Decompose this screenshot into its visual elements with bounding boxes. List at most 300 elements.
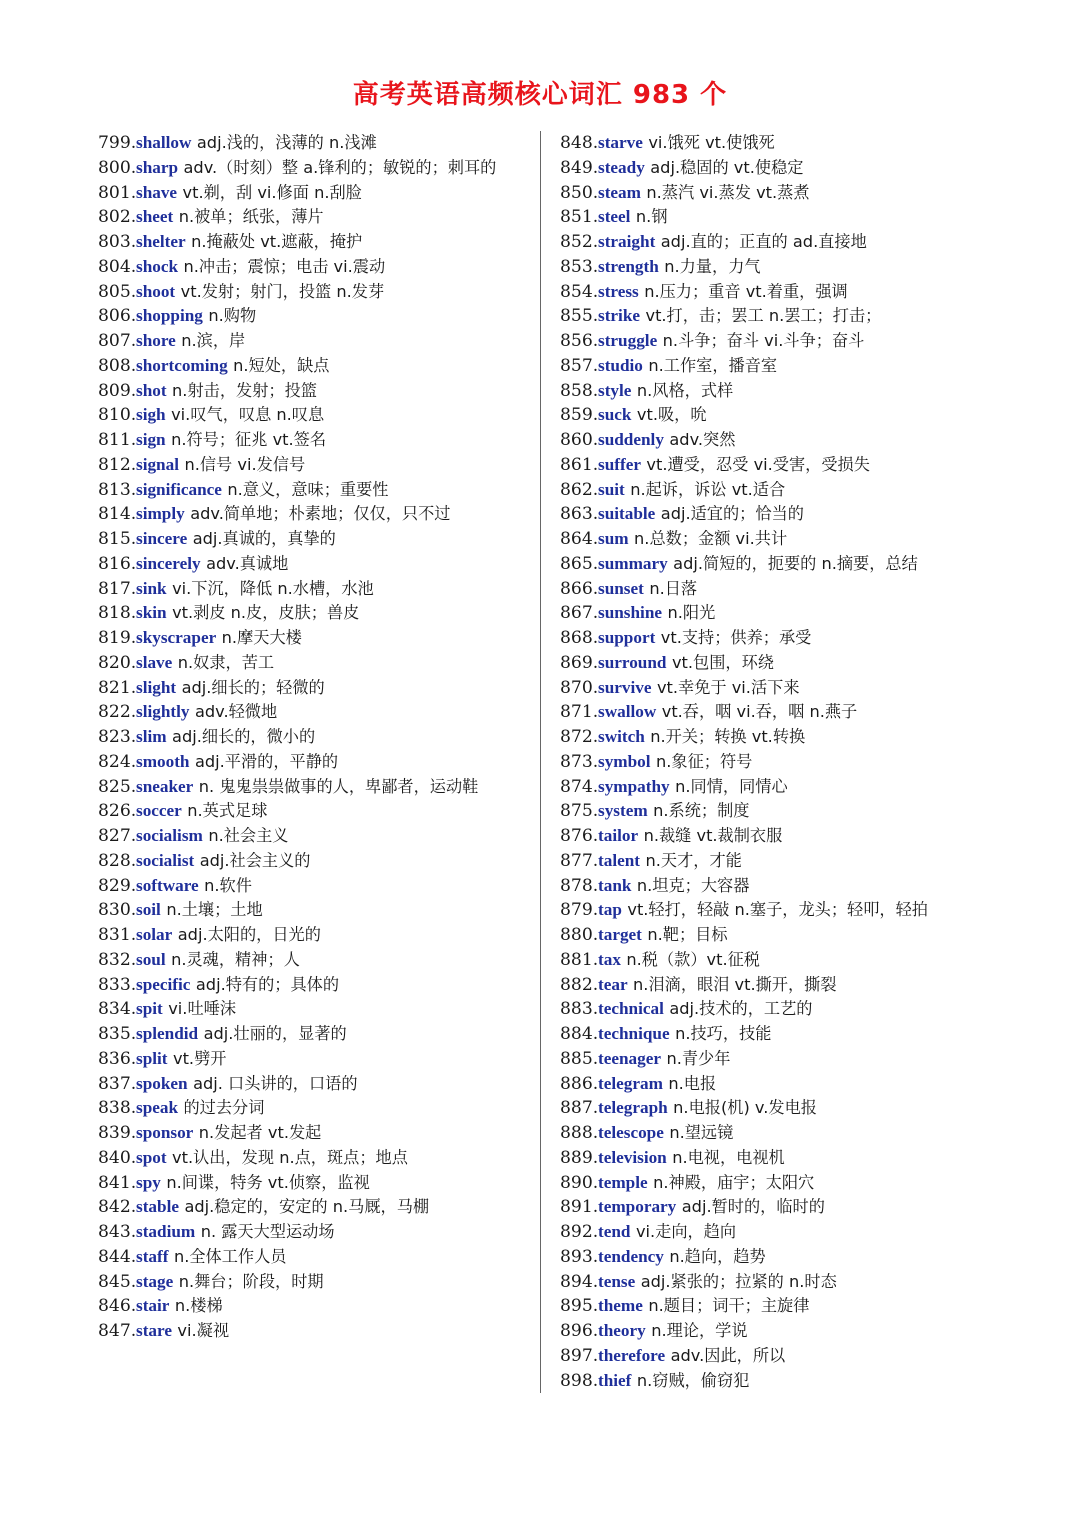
entry-number: 896.	[560, 1321, 599, 1341]
entry-meaning: n.射击，发射；投篮	[172, 380, 317, 400]
entry-number: 894.	[560, 1271, 599, 1292]
entry-meaning: vi.凝视	[177, 1321, 230, 1340]
entry-meaning: n.题目；词干；主旋律	[648, 1296, 810, 1316]
entry-number: 820.	[98, 652, 137, 673]
entry-word: suffer	[598, 454, 641, 474]
entry-word: technical	[598, 999, 664, 1019]
vocab-entry	[98, 156, 530, 181]
entry-word: talent	[598, 850, 641, 870]
entry-word: socialism	[136, 826, 203, 845]
entry-word: television	[598, 1147, 667, 1167]
entry-meaning: n.技巧，技能	[675, 1024, 772, 1043]
vocab-entry	[98, 1270, 530, 1295]
entry-meaning: vi.下沉，降低 n.水槽，水池	[172, 578, 374, 598]
entry-word: shelter	[136, 232, 186, 251]
entry-word: stadium	[136, 1222, 196, 1241]
entry-word: soul	[136, 949, 166, 969]
entry-word: suck	[598, 405, 632, 425]
entry-meaning: adj.细长的，微小的	[172, 727, 316, 746]
entry-word: signal	[136, 454, 179, 474]
entry-meaning: adj.适宜的；恰当的	[660, 504, 804, 524]
entry-number: 846.	[98, 1296, 137, 1317]
entry-meaning: n.灵魂，精神；人	[171, 949, 300, 969]
vocab-entry	[560, 923, 1000, 948]
entry-number: 847.	[98, 1321, 137, 1341]
entry-meaning: n.望远镜	[669, 1123, 734, 1142]
entry-number: 885.	[560, 1048, 599, 1069]
column-divider	[540, 131, 541, 1393]
entry-word: soccer	[136, 801, 182, 821]
entry-number: 844.	[98, 1246, 137, 1267]
entry-number: 827.	[98, 826, 137, 846]
vocab-entry	[560, 1245, 1000, 1270]
entry-meaning: n.风格，式样	[636, 380, 734, 400]
vocab-entry	[560, 700, 1000, 725]
entry-meaning: vt.包围，环绕	[671, 652, 774, 672]
entry-meaning: vt.认出，发现 n.点，斑点；地点	[172, 1147, 408, 1167]
vocab-entry	[560, 1121, 1000, 1146]
entry-word: shore	[136, 331, 176, 350]
entry-number: 873.	[560, 751, 599, 772]
vocab-entry	[560, 1220, 1000, 1245]
entry-number: 866.	[560, 578, 599, 599]
vocab-entry	[98, 1319, 530, 1344]
entry-meaning: n.舞台；阶段，时期	[178, 1271, 324, 1291]
vocab-entry	[98, 403, 530, 428]
entry-number: 879.	[560, 900, 599, 921]
entry-word: suitable	[598, 504, 656, 524]
entry-meaning: n.压力；重音 vt.着重，强调	[644, 281, 848, 301]
entry-number: 859.	[560, 405, 599, 426]
entry-meaning: n.象征；符号	[656, 751, 753, 771]
entry-word: steam	[598, 182, 641, 202]
entry-meaning: adj.暂时的，临时的	[681, 1197, 825, 1217]
entry-word: steady	[598, 157, 645, 177]
entry-meaning: n.掩蔽处 vt.遮蔽，掩护	[191, 232, 363, 251]
entry-word: stare	[136, 1321, 172, 1340]
vocab-entry	[98, 478, 530, 503]
entry-meaning: n.钢	[635, 207, 668, 227]
entry-word: stress	[598, 281, 639, 301]
entry-number: 861.	[560, 454, 599, 475]
vocab-entry	[98, 354, 530, 379]
entry-meaning: n.土壤；土地	[166, 900, 263, 920]
entry-meaning: n. 露天大型运动场	[200, 1222, 335, 1241]
vocab-entry	[98, 205, 530, 230]
entry-meaning: n.神殿，庙宇；太阳穴	[653, 1172, 815, 1192]
vocab-entry	[98, 1245, 530, 1270]
entry-meaning: n.社会主义	[208, 826, 289, 845]
entry-meaning: n.意义，意味；重要性	[227, 479, 389, 499]
entry-meaning: vt.吞，咽 vi.吞，咽 n.燕子	[661, 702, 858, 722]
entry-meaning: n.信号 vi.发信号	[184, 454, 306, 474]
entry-word: tap	[598, 900, 622, 920]
vocab-entry	[98, 775, 530, 800]
entry-meaning: n.冲击；震惊；电击 vi.震动	[183, 256, 386, 276]
entry-meaning: adj.稳定的，安定的 n.马厩，马棚	[184, 1197, 430, 1217]
vocab-entry	[98, 181, 530, 206]
entry-word: spoken	[136, 1073, 188, 1093]
entry-number: 812.	[98, 454, 137, 475]
entry-word: technique	[598, 1024, 670, 1043]
page-title: 高考英语高频核心词汇 983 个	[352, 80, 728, 110]
entry-number: 807.	[98, 331, 137, 351]
entry-number: 851.	[560, 207, 599, 228]
vocab-entry	[98, 923, 530, 948]
vocab-entry	[98, 577, 530, 602]
entry-word: sharp	[136, 157, 179, 177]
vocab-entry	[560, 1270, 1000, 1295]
entry-word: simply	[136, 504, 185, 524]
vocab-entry	[560, 973, 1000, 998]
entry-number: 840.	[98, 1147, 137, 1168]
entry-word: straight	[598, 232, 656, 251]
entry-number: 818.	[98, 603, 137, 624]
entry-meaning: n.短处，缺点	[233, 355, 330, 375]
vocab-entry	[560, 527, 1000, 552]
entry-meaning: n. 鬼鬼祟祟做事的人，卑鄙者，运动鞋	[198, 776, 479, 796]
entry-word: sink	[136, 578, 167, 598]
entry-word: suddenly	[598, 430, 664, 449]
vocab-entry	[560, 403, 1000, 428]
entry-meaning: vi.叹气，叹息 n.叹息	[171, 405, 325, 425]
vocab-entry	[98, 304, 530, 329]
vocab-entry	[98, 329, 530, 354]
entry-meaning: n.泪滴，眼泪 vt.撕开，撕裂	[633, 974, 837, 994]
entry-word: thief	[598, 1370, 632, 1390]
entry-word: support	[598, 628, 656, 647]
entry-word: starve	[598, 133, 643, 152]
entry-word: staff	[136, 1246, 169, 1266]
entry-meaning: vi.饿死 vt.使饿死	[648, 133, 775, 152]
entry-word: swallow	[598, 702, 657, 722]
entry-number: 848.	[560, 133, 599, 153]
entry-number: 835.	[98, 1024, 137, 1044]
vocab-entry	[560, 230, 1000, 255]
vocab-entry	[560, 205, 1000, 230]
entry-word: therefore	[598, 1345, 666, 1365]
entry-word: tank	[598, 875, 632, 895]
entry-meaning: n.力量，力气	[664, 256, 761, 276]
entry-word: telegraph	[598, 1098, 668, 1118]
entry-word: slave	[136, 652, 173, 672]
vocab-entry	[98, 799, 530, 824]
entry-word: software	[136, 875, 199, 895]
vocab-entry	[560, 898, 1000, 923]
entry-number: 816.	[98, 553, 137, 574]
entry-meaning: n.同情，同情心	[675, 776, 788, 796]
entry-meaning: n.电报	[668, 1073, 717, 1093]
entry-number: 822.	[98, 702, 137, 723]
entry-word: tear	[598, 974, 628, 994]
entry-meaning: vt.打，击；罢工 n.罢工；打击；	[645, 306, 882, 326]
entry-number: 877.	[560, 850, 599, 871]
entry-number: 809.	[98, 380, 137, 401]
vocab-entry	[98, 725, 530, 750]
entry-meaning: adj.太阳的，日光的	[177, 925, 321, 944]
entry-word: temple	[598, 1172, 648, 1192]
entry-number: 804.	[98, 256, 137, 277]
entry-meaning: n.英式足球	[187, 801, 268, 821]
vocab-entry	[98, 527, 530, 552]
entry-meaning: adv.因此，所以	[670, 1345, 786, 1365]
entry-number: 875.	[560, 801, 599, 822]
entry-number: 834.	[98, 999, 137, 1020]
entry-word: telescope	[598, 1123, 664, 1142]
entry-word: speak	[136, 1098, 179, 1118]
entry-word: sunset	[598, 578, 644, 598]
entry-meaning: n.间谍，特务 vt.侦察，监视	[166, 1172, 370, 1192]
entry-meaning: n.靶；目标	[647, 925, 728, 944]
entry-number: 856.	[560, 331, 599, 351]
entry-number: 868.	[560, 628, 599, 648]
entry-number: 898.	[560, 1370, 599, 1391]
entry-meaning: n.日落	[649, 578, 698, 598]
vocab-entry	[98, 1220, 530, 1245]
vocab-entry	[98, 230, 530, 255]
entry-word: target	[598, 925, 642, 944]
entry-word: shoot	[136, 281, 176, 301]
vocab-entry	[98, 997, 530, 1022]
entry-meaning: n.天才，才能	[645, 850, 742, 870]
entry-number: 890.	[560, 1172, 599, 1193]
entry-number: 839.	[98, 1123, 137, 1143]
entry-word: spot	[136, 1147, 167, 1167]
entry-number: 824.	[98, 751, 137, 772]
entry-meaning: n.软件	[204, 875, 252, 895]
vocab-entry	[560, 1294, 1000, 1319]
entry-meaning: adj.真诚的，真挚的	[192, 529, 336, 548]
entry-number: 895.	[560, 1296, 599, 1317]
vocab-entry	[98, 1294, 530, 1319]
entry-word: shopping	[136, 306, 203, 326]
vocab-entry	[98, 280, 530, 305]
entry-number: 800.	[98, 157, 137, 178]
vocab-entry	[98, 824, 530, 849]
vocab-entry	[560, 478, 1000, 503]
vocab-entry	[560, 874, 1000, 899]
entry-meaning: adj.平滑的，平静的	[194, 751, 339, 771]
entry-meaning: n.工作室，播音室	[648, 355, 778, 375]
entry-meaning: n.符号；征兆 vt.签名	[171, 430, 327, 449]
entry-number: 852.	[560, 232, 599, 252]
entry-word: survive	[598, 677, 652, 697]
entry-number: 850.	[560, 182, 599, 203]
entry-meaning: n.电报(机) v.发电报	[673, 1098, 817, 1118]
vocab-entry	[560, 156, 1000, 181]
left-word-column	[98, 131, 530, 1344]
entry-number: 821.	[98, 677, 137, 698]
entry-word: sponsor	[136, 1123, 194, 1142]
vocab-entry	[560, 799, 1000, 824]
entry-word: theory	[598, 1321, 646, 1340]
entry-word: stair	[136, 1296, 170, 1316]
entry-meaning: vt.剥皮 n.皮，皮肤；兽皮	[172, 603, 360, 623]
entry-number: 832.	[98, 949, 137, 970]
entry-number: 876.	[560, 826, 599, 846]
entry-word: switch	[598, 727, 645, 746]
entry-meaning: vt.幸免于 vi.活下来	[656, 677, 800, 697]
vocab-entry	[560, 1319, 1000, 1344]
entry-number: 817.	[98, 578, 137, 599]
entry-number: 803.	[98, 232, 137, 252]
entry-number: 801.	[98, 182, 137, 203]
vocab-entry	[560, 1047, 1000, 1072]
vocab-entry	[98, 676, 530, 701]
vocab-entry	[560, 552, 1000, 577]
entry-number: 869.	[560, 652, 599, 673]
vocab-entry	[560, 997, 1000, 1022]
entry-number: 880.	[560, 925, 599, 945]
entry-number: 805.	[98, 281, 137, 302]
entry-meaning: n.裁缝 vt.裁制衣服	[643, 826, 783, 845]
vocab-entry	[98, 874, 530, 899]
vocab-entry	[560, 131, 1000, 156]
entry-meaning: n.税（款）vt.征税	[626, 949, 760, 969]
entry-meaning: adj.特有的；具体的	[195, 974, 340, 994]
entry-meaning: n.斗争；奋斗 vi.斗争；奋斗	[662, 331, 865, 350]
entry-meaning: n.阳光	[667, 603, 716, 623]
entry-meaning: adj.简短的，扼要的 n.摘要，总结	[673, 553, 918, 573]
entry-number: 831.	[98, 925, 137, 945]
vocab-entry	[560, 824, 1000, 849]
vocab-entry	[560, 1344, 1000, 1369]
entry-meaning: vt.轻打，轻敲 n.塞子，龙头；轻叩，轻拍	[627, 900, 928, 920]
entry-number: 891.	[560, 1197, 599, 1218]
entry-number: 870.	[560, 677, 599, 698]
vocab-entry	[560, 1195, 1000, 1220]
entry-number: 841.	[98, 1172, 137, 1193]
entry-number: 881.	[560, 949, 599, 970]
entry-number: 884.	[560, 1024, 599, 1044]
vocab-entry	[560, 1369, 1000, 1394]
vocab-entry	[560, 280, 1000, 305]
entry-meaning: adv.真诚地	[206, 553, 289, 573]
vocab-entry	[560, 1171, 1000, 1196]
entry-number: 867.	[560, 603, 599, 624]
entry-number: 872.	[560, 727, 599, 747]
entry-number: 888.	[560, 1123, 599, 1143]
entry-word: spy	[136, 1172, 161, 1192]
entry-number: 836.	[98, 1048, 137, 1069]
entry-meaning: n.楼梯	[174, 1296, 223, 1316]
entry-number: 808.	[98, 355, 137, 376]
entry-word: strike	[598, 306, 641, 326]
entry-number: 858.	[560, 380, 599, 401]
vocab-entry	[98, 849, 530, 874]
entry-meaning: n.奴隶，苦工	[177, 652, 275, 672]
entry-word: slightly	[136, 702, 190, 722]
vocab-entry	[98, 651, 530, 676]
entry-number: 855.	[560, 306, 599, 327]
entry-meaning: adj.壮丽的，显著的	[203, 1024, 347, 1043]
entry-meaning: n.发起者 vt.发起	[198, 1123, 322, 1142]
vocab-entry	[560, 1146, 1000, 1171]
entry-number: 802.	[98, 207, 137, 228]
entry-number: 806.	[98, 306, 137, 327]
entry-number: 813.	[98, 479, 137, 500]
entry-number: 871.	[560, 702, 599, 723]
entry-word: suit	[598, 479, 625, 499]
entry-number: 893.	[560, 1246, 599, 1267]
entry-number: 811.	[98, 430, 137, 450]
entry-meaning: n.购物	[208, 306, 257, 326]
vocab-entry	[560, 428, 1000, 453]
entry-word: sunshine	[598, 603, 663, 623]
entry-meaning: n.理论，学说	[651, 1321, 748, 1340]
vocab-entry	[98, 898, 530, 923]
entry-meaning: n.蒸汽 vi.蒸发 vt.蒸煮	[646, 182, 810, 202]
entry-word: stable	[136, 1197, 179, 1217]
entry-meaning: 的过去分词	[183, 1098, 265, 1118]
entry-word: splendid	[136, 1024, 199, 1043]
entry-meaning: n.窃贼，偷窃犯	[636, 1370, 750, 1390]
entry-meaning: adj.稳固的 vt.使稳定	[650, 157, 804, 177]
entry-word: slim	[136, 727, 167, 746]
vocab-entry	[98, 1146, 530, 1171]
vocab-entry	[560, 775, 1000, 800]
vocab-entry	[560, 304, 1000, 329]
entry-meaning: vi.走向，趋向	[635, 1222, 737, 1241]
entry-meaning: n.全体工作人员	[173, 1246, 287, 1266]
entry-word: tailor	[598, 826, 639, 845]
entry-meaning: n.坦克；大容器	[636, 875, 750, 895]
entry-number: 829.	[98, 875, 137, 896]
entry-meaning: adv.（时刻）整 a.锋利的；敏锐的；刺耳的	[183, 157, 497, 177]
entry-word: strength	[598, 256, 659, 276]
entry-word: tend	[598, 1222, 631, 1241]
entry-meaning: n.开关；转换 vt.转换	[650, 727, 806, 746]
entry-number: 863.	[560, 504, 599, 525]
entry-word: style	[598, 380, 632, 400]
entry-number: 883.	[560, 999, 599, 1020]
entry-number: 826.	[98, 801, 137, 822]
vocab-entry	[98, 131, 530, 156]
vocab-entry	[560, 354, 1000, 379]
entry-number: 838.	[98, 1098, 137, 1119]
entry-word: teenager	[598, 1048, 661, 1068]
entry-meaning: adv.轻微地	[194, 702, 278, 722]
entry-word: tax	[598, 949, 621, 969]
entry-word: summary	[598, 553, 668, 573]
entry-number: 823.	[98, 727, 137, 747]
entry-word: sigh	[136, 405, 166, 425]
entry-word: temporary	[598, 1197, 677, 1217]
entry-word: solar	[136, 925, 173, 944]
right-word-column	[560, 131, 1000, 1393]
entry-number: 849.	[560, 157, 599, 178]
vocab-entry	[98, 700, 530, 725]
entry-word: sign	[136, 430, 166, 449]
entry-number: 892.	[560, 1222, 599, 1242]
vocab-entry	[560, 1022, 1000, 1047]
vocab-entry	[560, 329, 1000, 354]
vocab-entry	[98, 948, 530, 973]
entry-number: 825.	[98, 776, 137, 797]
entry-meaning: n.起诉，诉讼 vt.适合	[630, 479, 786, 499]
vocab-entry	[98, 428, 530, 453]
entry-number: 815.	[98, 529, 137, 549]
vocab-entry	[98, 453, 530, 478]
vocab-entry	[560, 577, 1000, 602]
entry-word: steel	[598, 207, 631, 227]
vocab-entry	[98, 1096, 530, 1121]
vocab-entry	[98, 1121, 530, 1146]
entry-word: sheet	[136, 207, 174, 227]
vocab-entry	[98, 1047, 530, 1072]
entry-word: shave	[136, 182, 178, 202]
entry-word: specific	[136, 974, 191, 994]
